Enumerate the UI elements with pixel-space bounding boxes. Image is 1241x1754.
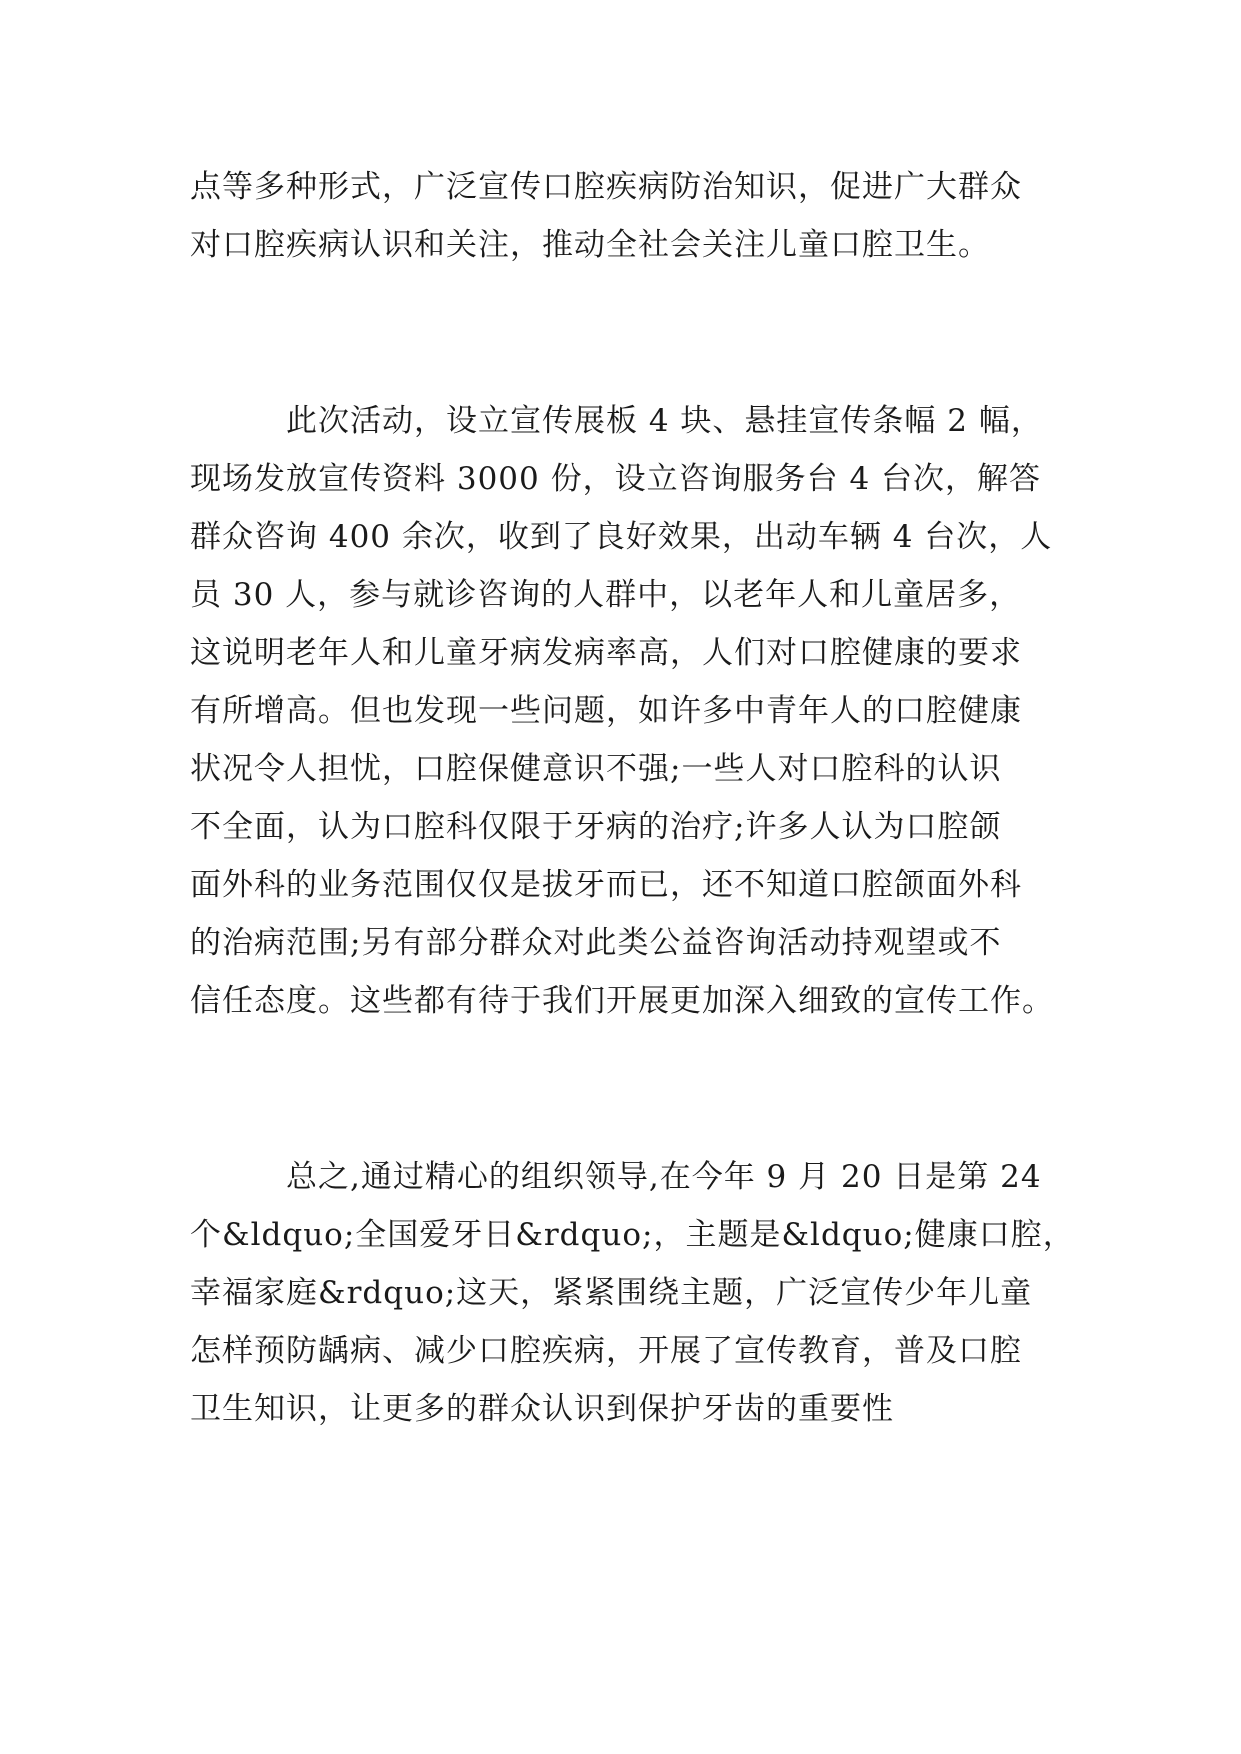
text-line: 有所增高。但也发现一些问题，如许多中青年人的口腔健康 xyxy=(190,693,1022,729)
text-line: 状况令人担忧，口腔保健意识不强;一些人对口腔科的认识 xyxy=(190,751,1002,787)
text-line: 这说明老年人和儿童牙病发病率高，人们对口腔健康的要求 xyxy=(190,635,1022,671)
paragraph-conclusion xyxy=(190,1148,1075,1438)
text-line: 员 30 人，参与就诊咨询的人群中，以老年人和儿童居多， xyxy=(190,577,1022,613)
text-line: 面外科的业务范围仅仅是拔牙而已，还不知道口腔颌面外科 xyxy=(190,867,1022,903)
text-line: 信任态度。这些都有待于我们开展更加深入细致的宣传工作。 xyxy=(190,983,1054,1019)
text-line: 群众咨询 400 余次，收到了良好效果，出动车辆 4 台次，人 xyxy=(190,519,1053,555)
text-line: 对口腔疾病认识和关注，推动全社会关注儿童口腔卫生。 xyxy=(190,227,990,263)
text-line: 总之,通过精心的组织领导,在今年 9 月 20 日是第 24 xyxy=(190,1159,1042,1195)
paragraph-intro-continuation xyxy=(190,158,1070,274)
text-line: 点等多种形式，广泛宣传口腔疾病防治知识，促进广大群众 xyxy=(190,169,1022,205)
text-line: 此次活动，设立宣传展板 4 块、悬挂宣传条幅 2 幅， xyxy=(190,403,1043,439)
text-line: 卫生知识，让更多的群众认识到保护牙齿的重要性 xyxy=(190,1391,894,1427)
text-line: 现场发放宣传资料 3000 份，设立咨询服务台 4 台次，解答 xyxy=(190,461,1042,497)
text-line: 幸福家庭&rdquo;这天，紧紧围绕主题，广泛宣传少年儿童 xyxy=(190,1275,1033,1311)
text-line: 不全面，认为口腔科仅限于牙病的治疗;许多人认为口腔颌 xyxy=(190,809,1002,845)
text-line: 个&ldquo;全国爱牙日&rdquo;，主题是&ldquo;健康口腔， xyxy=(190,1217,1075,1253)
paragraph-activity-summary xyxy=(190,392,1070,1030)
text-line: 的治病范围;另有部分群众对此类公益咨询活动持观望或不 xyxy=(190,925,1002,961)
text-line: 怎样预防龋病、减少口腔疾病，开展了宣传教育，普及口腔 xyxy=(190,1333,1022,1369)
